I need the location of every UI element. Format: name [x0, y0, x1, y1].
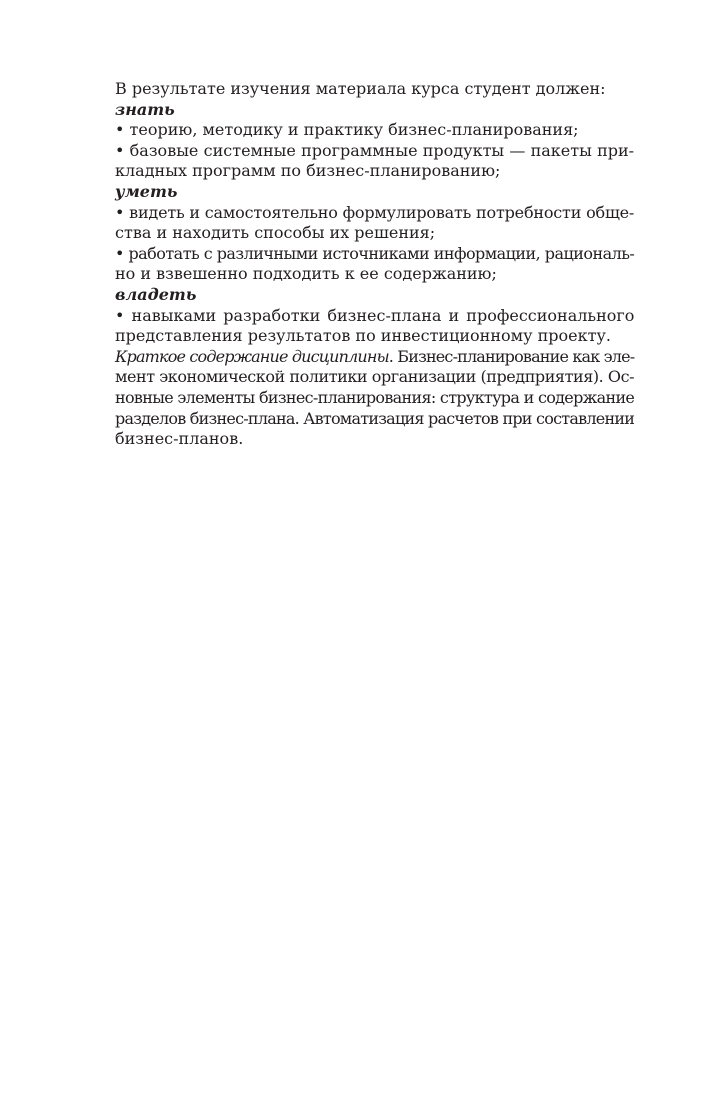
summary-line-1-rest: . Бизнес-планирование как эле- — [388, 346, 635, 366]
can-item-2-line-1: • работать с различными источниками информации, рациональ- — [115, 243, 635, 263]
know-item-2-line-2: кладных программ по бизнес-планированию; — [115, 161, 501, 181]
summary-line-4: разделов бизнес-плана. Автоматизация расчетов при составлении — [115, 408, 635, 428]
summary-line-2: мент экономической политики организации (предприятия). Ос- — [115, 367, 635, 387]
know-item-2-line-1: • базовые системные программные продукты — пакеты при- — [115, 140, 635, 160]
intro-line: В результате изучения материала курса студент должен: — [115, 79, 606, 98]
can-item-1-line-1: • видеть и самостоятельно формулировать потребности обще- — [115, 202, 635, 222]
summary-line-3: новные элементы бизнес-планирования: структура и содержание — [115, 387, 635, 407]
can-item-1-line-2: ства и находить способы их решения; — [115, 223, 436, 243]
heading-master: владеть — [115, 284, 197, 304]
summary-label: Краткое содержание дисциплины — [115, 346, 389, 366]
text-block — [115, 79, 634, 450]
heading-know: знать — [115, 99, 175, 119]
know-item-1: • теорию, методику и практику бизнес-планирования; — [115, 120, 579, 140]
can-item-2-line-2: но и взвешенно подходить к ее содержанию; — [115, 264, 497, 284]
heading-can: уметь — [115, 181, 178, 201]
summary-line-5: бизнес-планов. — [115, 429, 244, 449]
master-item-1-line-1: • навыками разработки бизнес-плана и профессионального — [115, 305, 635, 325]
summary-line-1 — [115, 347, 634, 368]
master-item-1-line-2: представления результатов по инвестиционному проекту. — [115, 326, 611, 346]
